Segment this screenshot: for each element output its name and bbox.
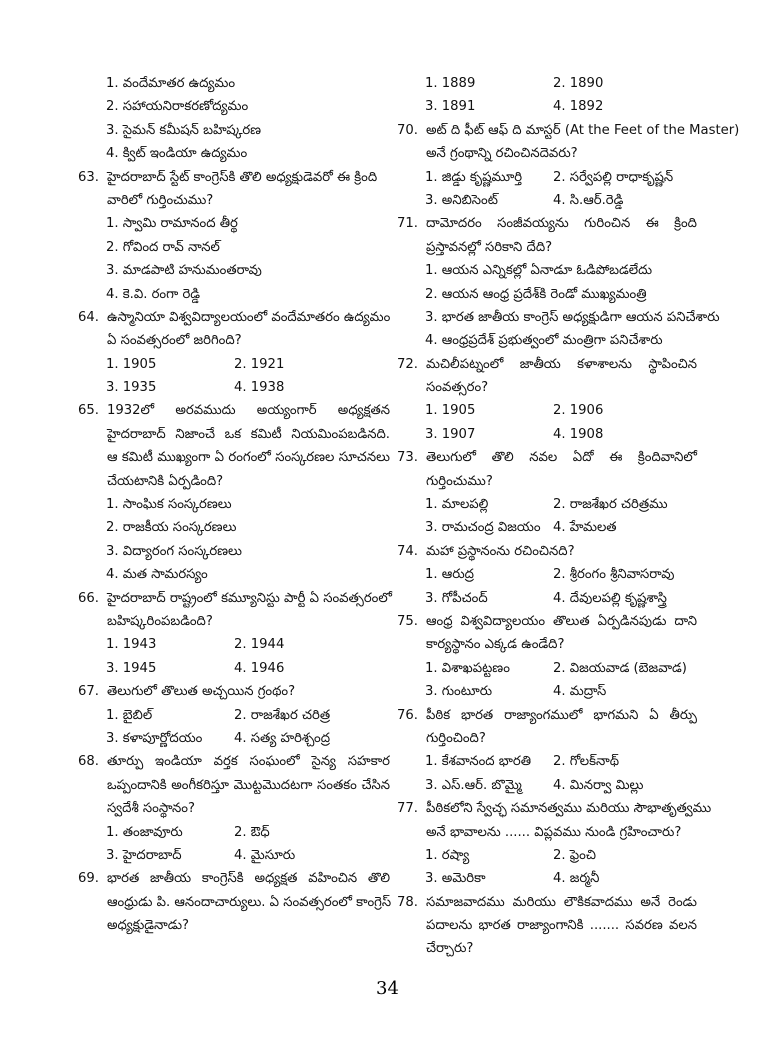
answer-option: 4. 1946: [234, 660, 285, 676]
answer-option: 1. ఆరుద్ర: [425, 567, 474, 583]
question-text: [397, 446, 697, 469]
question-number: 78.: [397, 894, 418, 910]
answer-option-pair: [78, 727, 390, 750]
question-number: 72.: [397, 356, 418, 372]
question-text-line: మహా ప్రస్థానంను రచించినది?: [426, 543, 575, 559]
answer-option: 4. 1938: [234, 380, 285, 396]
answer-option: 3. భారత జాతీయ కాంగ్రెస్ అధ్యక్షుడిగా ఆయన పనిచేశారు: [425, 309, 720, 325]
answer-option: 2. గోవింద రావ్ నానల్: [106, 239, 220, 255]
question-text-continuation: గుర్తించుము?: [426, 473, 493, 489]
question-text-line: తెలుగులో తొలుత అచ్చయిన గ్రంథం?: [107, 684, 296, 700]
answer-option: 3. 1945: [106, 660, 157, 676]
answer-option: 1. 1889: [425, 76, 476, 91]
answer-option-pair: [397, 399, 697, 422]
question-text: [397, 610, 697, 633]
answer-option: 4. హేమలత: [553, 520, 617, 536]
question-text-line: ఆంధ్ర విశ్వవిద్యాలయం తొలుత ఏర్పడినపుడు దాని: [426, 613, 697, 629]
question-text-continuation: కార్యస్థానం ఎక్కడ ఉండేది?: [426, 637, 565, 653]
question-text-line: అట్ ది ఫీట్ ఆఫ్ ది మాస్టర్ (At the Feet of the Master): [426, 122, 740, 138]
question-text-line: హైదరాబాద్ రాష్ట్రంలో కమ్యూనిస్టు పార్టీ ఏ సంవత్సరంలో: [107, 590, 392, 606]
answer-option: 1. 1905: [106, 356, 157, 372]
question-text-line: తెలుగులో తొలి నవల ఏదో ఈ క్రిందివానిలో: [426, 450, 697, 466]
question-text: [397, 704, 697, 727]
question-text-continuation: బహిష్కరింపబడింది?: [107, 613, 213, 629]
answer-option-pair: [78, 657, 390, 680]
question-number: 75.: [397, 613, 418, 629]
question-text-line: పీఠికలోని స్వేచ్ఛ సమానత్వము మరియు సౌభాతృత్వము: [426, 801, 712, 817]
answer-option-pair: [397, 680, 697, 703]
question-text: [78, 867, 390, 890]
question-text-line: ఉస్మానియా విశ్వవిద్యాలయంలో వందేమాతరం ఉద్యమం: [107, 309, 391, 325]
answer-option: 1. జిడ్డు కృష్ణమూర్తి: [425, 169, 523, 185]
question-text-line: పీఠిక భారత రాజ్యాంగములో భాగమని ఏ తీర్పు: [426, 707, 697, 723]
answer-option: 4. క్విట్ ఇండియా ఉద్యమం: [106, 146, 248, 162]
answer-option: 4. మైసూరు: [234, 847, 296, 863]
answer-option: 1. బైబిల్: [106, 707, 153, 723]
answer-option-pair: [78, 844, 390, 867]
question-number: 69.: [78, 871, 99, 887]
question-text: [78, 750, 390, 773]
answer-option: 1. వందేమాతర ఉద్యమం: [106, 76, 236, 91]
answer-option: 3. 1907: [425, 426, 476, 442]
answer-option: 2. ఆయన ఆంధ్ర ప్రదేశ్‌కి రెండో ముఖ్యమంత్రి: [425, 286, 647, 302]
question-text: [78, 680, 390, 703]
question-text-continuation: సంవత్సరం?: [426, 380, 489, 396]
answer-option: 4. దేవులపల్లి కృష్ణశాస్త్రి: [553, 590, 667, 606]
answer-option-pair: [397, 166, 697, 189]
question-text-continuation: చేయటానికి ఏర్పడింది?: [107, 473, 224, 489]
answer-option-pair: [397, 95, 697, 118]
question-number: 73.: [397, 450, 418, 466]
answer-option-pair: [397, 516, 697, 539]
answer-option: 3. 1891: [425, 99, 476, 115]
question-text-continuation: అధ్యక్షుడైనాడు?: [107, 918, 190, 934]
question-text: [78, 399, 390, 422]
answer-option: 2. శ్రీరంగం శ్రీనివాసరావు: [553, 567, 675, 583]
answer-option: 1. కేశవానంద భారతి: [425, 754, 532, 770]
question-number: 71.: [397, 216, 418, 232]
question-text-continuation: స్వదేశీ సంస్థానం?: [107, 801, 195, 817]
answer-option: 3. 1935: [106, 380, 157, 396]
question-number: 76.: [397, 707, 418, 723]
answer-option: 2. ఔధ్: [234, 824, 270, 840]
answer-option: 3. గోపీచంద్: [425, 590, 488, 606]
answer-option: 3. విద్యారంగ సంస్కరణలు: [106, 543, 242, 559]
answer-option: 2. రాజకీయ సంస్కరణలు: [106, 520, 237, 536]
answer-option: 2. 1890: [553, 76, 604, 91]
answer-option-pair: [397, 423, 697, 446]
answer-option-pair: [397, 493, 697, 516]
answer-option: 4. మత సామరస్యం: [106, 567, 208, 583]
question-text-continuation: ప్రస్తావనల్లో సరికాని దేది?: [426, 239, 553, 255]
question-text-line: మచిలీపట్నంలో జాతీయ కళాశాలను స్థాపించిన: [426, 356, 697, 372]
question-text: [397, 891, 697, 914]
question-text-continuation: అనే గ్రంథాన్ని రచించినదెవరు?: [426, 146, 578, 162]
question-number: 77.: [397, 801, 418, 817]
question-number: 70.: [397, 122, 418, 138]
answer-option: 2. 1906: [553, 403, 604, 419]
question-text: [397, 212, 697, 235]
question-number: 65.: [78, 403, 99, 419]
answer-option: 3. అనిబిసెంట్: [425, 192, 498, 208]
question-number: 68.: [78, 754, 99, 770]
answer-option: 1. ఆయన ఎన్నికల్లో ఏనాడూ ఓడిపోబడలేదు: [425, 263, 653, 279]
answer-option: 3. రామచంద్ర విజయం: [425, 520, 541, 536]
answer-option-pair: [78, 353, 390, 376]
answer-option: 1. తంజావూరు: [106, 824, 183, 840]
question-text-line: భారత జాతీయ కాంగ్రెస్‌కి అధ్యక్షత వహించిన తొలి: [107, 871, 390, 887]
question-text: [78, 306, 390, 329]
question-number: 66.: [78, 590, 99, 606]
answer-option: 2. 1944: [234, 637, 285, 653]
answer-option: 1. 1943: [106, 637, 157, 653]
answer-option: 4. 1892: [553, 99, 604, 115]
right-column: [397, 72, 740, 961]
answer-option: 4. మినర్వా మిల్లు: [553, 777, 644, 793]
answer-option: 4. సత్య హరిశ్చంద్ర: [234, 730, 331, 746]
answer-option-pair: [397, 867, 697, 890]
answer-option-pair: [78, 704, 390, 727]
question-text-continuation: గుర్తించింది?: [426, 730, 486, 746]
answer-option: 3. కళాపూర్ణోదయం: [106, 730, 203, 746]
answer-option: 3. అమెరికా: [425, 871, 486, 887]
answer-option: 2. ఫ్రెంచి: [553, 847, 596, 863]
question-text-line: తూర్పు ఇండియా వర్తక సంఘంలో సైన్య సహకార: [107, 754, 390, 770]
answer-option: 4. జర్మనీ: [553, 871, 600, 887]
question-text-continuation: వారిలో గుర్తించుము?: [107, 192, 214, 208]
answer-option: 2. సహాయనిరాకరణోద్యమం: [106, 99, 249, 115]
answer-option: 1. 1905: [425, 403, 476, 419]
answer-option-pair: [397, 844, 697, 867]
question-text-continuation: అనే భావాలను ...... విప్లవము నుండి గ్రహించారు?: [426, 824, 682, 840]
answer-option: 2. విజయవాడ (బెజవాడ): [553, 660, 687, 676]
answer-option-pair: [397, 774, 697, 797]
answer-option: 2. రాజశేఖర చరిత్రము: [553, 497, 668, 513]
question-number: 74.: [397, 543, 418, 559]
question-text: [397, 119, 740, 142]
question-text-line: 1932లో అరవముదు అయ్యంగార్ అధ్యక్షతన: [107, 403, 390, 419]
answer-option: 2. గోలక్‌నాథ్: [553, 754, 620, 770]
question-text: [397, 353, 697, 376]
answer-option: 2. 1921: [234, 356, 285, 372]
answer-option: 3. మాడపాటి హనుమంతరావు: [106, 263, 262, 279]
answer-option: 1. సాంఘిక సంస్కరణలు: [106, 497, 232, 513]
answer-option: 3. హైదరాబాద్: [106, 847, 182, 863]
answer-option: 1. మాలపల్లి: [425, 497, 489, 513]
question-text-continuation: హైదరాబాద్ నిజాంచే ఒక కమిటీ నియమింపబడినది.: [107, 426, 390, 442]
answer-option-pair: [78, 633, 390, 656]
answer-option: 1. రష్యా: [425, 847, 470, 863]
answer-option-pair: [78, 376, 390, 399]
question-text-continuation: ఏ సంవత్సరంలో జరిగింది?: [107, 333, 242, 349]
question-text-line: సమాజవాదము మరియు లౌకికవాదము అనే రెండు: [426, 894, 697, 910]
answer-option: 4. కె.వి. రంగా రెడ్డి: [106, 286, 201, 302]
question-text: [397, 797, 712, 820]
answer-option: 4. 1908: [553, 426, 604, 442]
question-number: 63.: [78, 169, 99, 185]
answer-option: 3. గుంటూరు: [425, 684, 493, 700]
question-text-continuation: ఆంధ్రుడు పి. ఆనందాచార్యులు. ఏ సంవత్సరంలో కాంగ్రెస్: [107, 894, 392, 910]
answer-option: 4. ఆంధ్రప్రదేశ్ ప్రభుత్వంలో మంత్రిగా పనిచేశారు: [425, 333, 663, 349]
question-text-continuation: ఒప్పందానికి అంగీకరిస్తూ మొట్టమొదటగా సంతకం చేసిన: [107, 777, 390, 793]
answer-option-pair: [397, 657, 697, 680]
answer-option-pair: [397, 750, 697, 773]
question-text: [78, 587, 390, 610]
question-text-continuation: ఆ కమిటీ ముఖ్యంగా ఏ రంగంలో సంస్కరణల సూచనలు: [107, 450, 390, 466]
question-text-line: దామోదరం సంజీవయ్యను గురించిన ఈ క్రింది: [426, 216, 697, 232]
question-text-continuation: పదాలను భారత రాజ్యాంగానికి ....... సవరణ వలన: [426, 918, 697, 934]
answer-option: 2. రాజశేఖర చరిత్ర: [234, 707, 331, 723]
answer-option: 3. ఎస్.ఆర్. బొమ్మై: [425, 777, 522, 793]
page-number: 34: [376, 978, 399, 999]
question-text: [78, 166, 390, 189]
answer-option-pair: [397, 72, 697, 95]
answer-option: 2. సర్వేపల్లి రాధాకృష్ణన్: [553, 169, 674, 185]
question-number: 64.: [78, 309, 99, 325]
answer-option-pair: [397, 189, 697, 212]
question-text: [397, 540, 697, 563]
question-number: 67.: [78, 684, 99, 700]
answer-option: 1. విశాఖపట్టణం: [425, 660, 510, 676]
answer-option: 1. స్వామి రామానంద తీర్థ: [106, 216, 238, 232]
question-text-line: హైదరాబాద్ స్టేట్ కాంగ్రెస్‌కి తొలి అధ్యక్షుడెవరో ఈ క్రింది: [107, 169, 378, 185]
answer-option: 4. సి.ఆర్.రెడ్డి: [553, 192, 624, 208]
answer-option-pair: [397, 587, 697, 610]
question-text-continuation: చేర్చారు?: [426, 941, 474, 957]
answer-option-pair: [397, 563, 697, 586]
answer-option-pair: [78, 821, 390, 844]
left-column: [78, 72, 390, 937]
answer-option: 3. సైమన్ కమీషన్ బహిష్కరణ: [106, 122, 262, 138]
answer-option: 4. మద్రాస్: [553, 684, 607, 700]
